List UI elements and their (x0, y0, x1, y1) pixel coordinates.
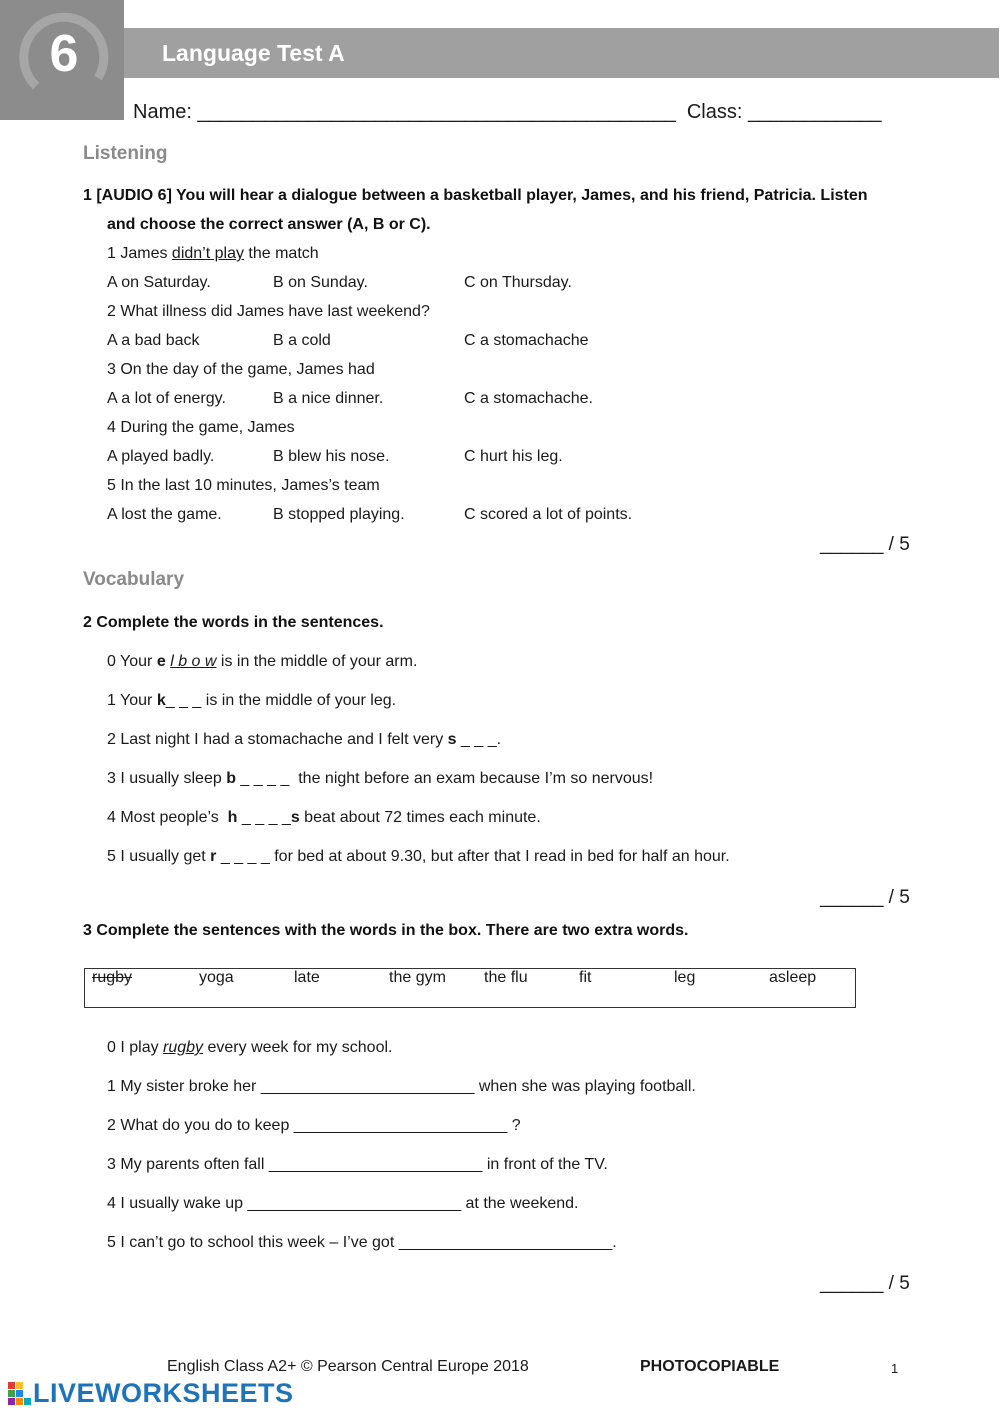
q5-option-a[interactable]: A lost the game. (107, 506, 222, 523)
listening-heading: Listening (83, 143, 168, 164)
q5-option-b[interactable]: B stopped playing. (273, 506, 405, 523)
q1-prefix: 1 James (107, 245, 172, 262)
q2-option-b[interactable]: B a cold (273, 332, 331, 349)
s5-first-letter: r (210, 848, 217, 865)
ex2-sentence-4[interactable] (107, 809, 541, 827)
listening-question-5: 5 In the last 10 minutes, James’s team (107, 477, 380, 494)
s3-text-a: 3 I usually sleep (107, 770, 227, 787)
ex3-sentence-3[interactable]: 3 My parents often fall ________________________ in front of the TV. (107, 1156, 608, 1173)
ex2-sentence-2[interactable] (107, 731, 501, 749)
box-word-yoga[interactable]: yoga (199, 969, 234, 986)
vocabulary-heading: Vocabulary (83, 569, 185, 590)
box-word-late[interactable]: late (294, 969, 320, 986)
exercise-3-score[interactable]: ______ / 5 (820, 1273, 910, 1294)
box-word-asleep[interactable]: asleep (769, 969, 817, 986)
q1-underlined: didn’t play (171, 245, 244, 262)
q4-option-c[interactable]: C hurt his leg. (464, 448, 563, 465)
footer-copyright: English Class A2+ © Pearson Central Europe 2018 (167, 1358, 529, 1375)
listening-question-1 (107, 245, 319, 263)
s5-text-c: _ _ _ _ for bed at about 9.30, but after that I read in bed for half an hour. (216, 848, 730, 865)
s3-text-c: _ _ _ _ the night before an exam because I’m so nervous! (235, 770, 654, 787)
ex3-sentence-1[interactable]: 1 My sister broke her ________________________ when she was playing football. (107, 1078, 696, 1095)
q1-suffix: the match (243, 245, 319, 262)
s0-first-letter: e (156, 653, 166, 670)
s3-first-letter: b (226, 770, 236, 787)
s2-first-letter: s (447, 731, 457, 748)
s0-text-a: 0 Your (107, 653, 157, 670)
q2-option-c[interactable]: C a stomachache (464, 332, 589, 349)
page-title: Language Test A (162, 40, 345, 66)
q1-option-c[interactable]: C on Thursday. (464, 274, 572, 291)
s1-text-a: 1 Your (107, 692, 157, 709)
ex2-sentence-1[interactable] (107, 692, 396, 710)
q2-option-a[interactable]: A a bad back (107, 332, 200, 349)
listening-question-2: 2 What illness did James have last weekend? (107, 303, 430, 320)
listening-question-4: 4 During the game, James (107, 419, 295, 436)
box-word-the-gym[interactable]: the gym (389, 969, 446, 986)
ex2-sentence-0 (107, 653, 417, 671)
name-class-line[interactable]: Name: ___________________________________________ Class: ____________ (133, 101, 882, 123)
q1-option-a[interactable]: A on Saturday. (107, 274, 211, 291)
exercise-2-instruction: 2 Complete the words in the sentences. (83, 614, 384, 631)
box-word-fit[interactable]: fit (579, 969, 592, 986)
s4-blanks: _ _ _ _ (237, 809, 291, 826)
listening-question-3: 3 On the day of the game, James had (107, 361, 375, 378)
listening-instruction-line2: and choose the correct answer (A, B or C). (107, 216, 431, 233)
q4-option-a[interactable]: A played badly. (107, 448, 215, 465)
e0-text-a: 0 I play (107, 1039, 164, 1056)
exercise-3-instruction: 3 Complete the sentences with the words in the box. There are two extra words. (83, 922, 689, 939)
e0-answer: rugby (163, 1039, 204, 1056)
e0-text-c: every week for my school. (203, 1039, 393, 1056)
s5-text-a: 5 I usually get (107, 848, 211, 865)
s4-first-letter: h (227, 809, 238, 826)
page-number: 1 (891, 1361, 899, 1376)
ex2-sentence-5[interactable] (107, 848, 730, 866)
q3-option-b[interactable]: B a nice dinner. (273, 390, 384, 407)
ex3-sentence-5[interactable]: 5 I can’t go to school this week – I’ve got ________________________. (107, 1234, 617, 1251)
q4-option-b[interactable]: B blew his nose. (273, 448, 390, 465)
q3-option-c[interactable]: C a stomachache. (464, 390, 593, 407)
s4-text-c: beat about 72 times each minute. (299, 809, 541, 826)
footer-photocopiable: PHOTOCOPIABLE (640, 1358, 780, 1375)
ex3-sentence-0 (107, 1039, 392, 1057)
box-word-the-flu[interactable]: the flu (484, 969, 528, 986)
listening-score[interactable]: ______ / 5 (820, 534, 910, 555)
unit-number: 6 (49, 25, 79, 83)
s2-text-c: _ _ _. (456, 731, 502, 748)
ex2-sentence-3[interactable] (107, 770, 653, 788)
s2-text-a: 2 Last night I had a stomachache and I felt very (107, 731, 448, 748)
box-word-leg[interactable]: leg (674, 969, 696, 986)
exercise-2-score[interactable]: ______ / 5 (820, 887, 910, 908)
s4-text-a: 4 Most people’s (107, 809, 228, 826)
q5-option-c[interactable]: C scored a lot of points. (464, 506, 633, 523)
liveworksheets-brand[interactable]: LIVEWORKSHEETS (33, 1378, 294, 1408)
ex3-sentence-2[interactable]: 2 What do you do to keep ________________________ ? (107, 1117, 521, 1134)
listening-instruction-line1: 1 [AUDIO 6] You will hear a dialogue between a basketball player, James, and his friend, Patricia. Listen (83, 187, 868, 204)
liveworksheets-logo-icon (8, 1380, 32, 1408)
ex3-sentence-4[interactable]: 4 I usually wake up ________________________ at the weekend. (107, 1195, 579, 1212)
s0-answer: l b o w (170, 653, 217, 670)
q1-option-b[interactable]: B on Sunday. (273, 274, 368, 291)
s1-first-letter: k (156, 692, 166, 709)
s4-last-letter: s (290, 809, 300, 826)
box-word-rugby: rugby (92, 969, 133, 986)
s0-text-c: is in the middle of your arm. (216, 653, 418, 670)
q3-option-a[interactable]: A a lot of energy. (107, 390, 226, 407)
s1-text-c: _ _ _ is in the middle of your leg. (165, 692, 397, 709)
